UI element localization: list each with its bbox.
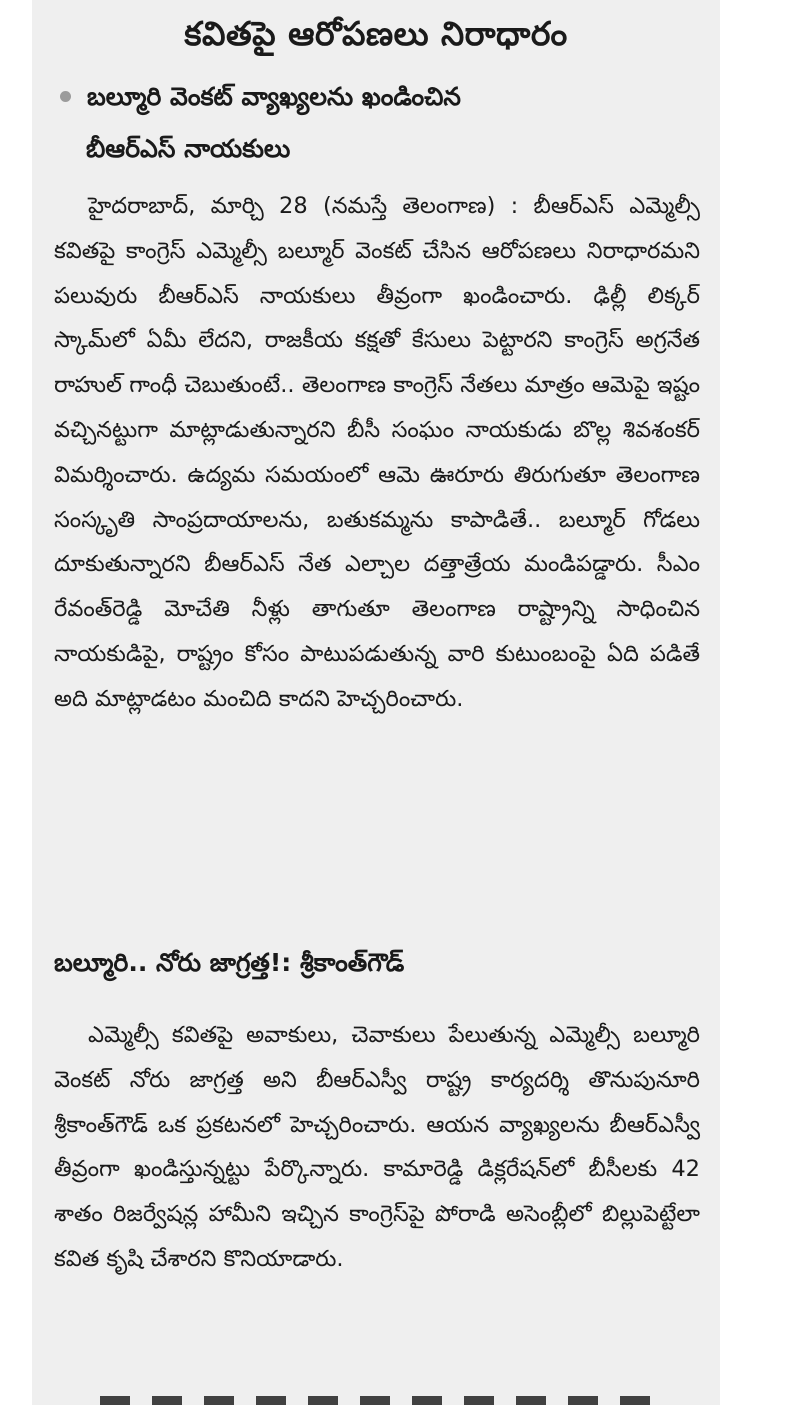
article-headline: కవితపై ఆరోపణలు నిరాధారం: [184, 14, 568, 53]
article-paragraph-2: ఎమ్మెల్సీ కవితపై అవాకులు, చెవాకులు పేలుతున్న ఎమ్మెల్సీ బల్మూరి వెంకట్ నోరు జాగ్రత్త అని బీఆర్ఎస్వీ రాష్ట్ర కార్యదర్శి తొనుపునూరి శ్రీకాంత్‌గౌడ్ ఒక ప్రకటనలో హెచ్చరించారు. ఆయన వ్యాఖ్యలను బీఆర్ఎస్వీ తీవ్రంగా ఖండిస్తున్నట్టు పేర్కొన్నారు. కామారెడ్డి డిక్లరేషన్‌లో బీసీలకు 42 శాతం రిజర్వేషన్ల హామీని ఇచ్చిన కాంగ్రెస్‌పై పోరాడి అసెంబ్లీలో బిల్లుపెట్టేలా కవిత కృషి చేశారని కొనియాడారు.: [54, 1022, 700, 1272]
section-heading: బల్మూరి.. నోరు జాగ్రత్త!: శ్రీకాంత్‌గౌడ్: [54, 948, 405, 977]
page-left-margin: [0, 0, 32, 1405]
subheadline-text-1: బల్మూరి వెంకట్ వ్యాఖ్యలను ఖండించిన: [87, 82, 461, 111]
bullet-icon: [60, 91, 71, 102]
article-subheadline: [56, 82, 461, 118]
article-paragraph-1: హైదరాబాద్, మార్చి 28 (నమస్తే తెలంగాణ) : బీఆర్ఎస్ ఎమ్మెల్సీ కవితపై కాంగ్రెస్ ఎమ్మెల్సీ బల్మూర్ వెంకట్ చేసిన ఆరోపణలు నిరాధారమని పలువురు బీఆర్ఎస్ నాయకులు తీవ్రంగా ఖండించారు. ఢిల్లీ లిక్కర్ స్కామ్‌లో ఏమీ లేదని, రాజకీయ కక్షతో కేసులు పెట్టారని కాంగ్రెస్ అగ్రనేత రాహుల్ గాంధీ చెబుతుంటే.. తెలంగాణ కాంగ్రెస్ నేతలు మాత్రం ఆమెపై ఇష్టం వచ్చినట్టుగా మాట్లాడుతున్నారని బీసీ సంఘం నాయకుడు బొల్ల శివశంకర్ విమర్శించారు. ఉద్యమ సమయంలో ఆమె ఊరూరు తిరుగుతూ తెలంగాణ సంస్కృతి సాంప్రదాయాలను, బతుకమ్మను కాపాడితే.. బల్మూర్ గోడలు దూకుతున్నారని బీఆర్ఎస్ నేత ఎల్చాల దత్తాత్రేయ మండిపడ్డారు. సీఎం రేవంత్‌రెడ్డి మోచేతి నీళ్లు తాగుతూ తెలంగాణ రాష్ట్రాన్ని సాధించిన నాయకుడిపై, రాష్ట్రం కోసం పాటుపడుతున్న వారి కుటుంబంపై ఏది పడితే అది మాట్లాడటం మంచిది కాదని హెచ్చరించారు.: [54, 193, 700, 712]
subheadline-text-2: బీఆర్ఎస్ నాయకులు: [86, 134, 291, 163]
cut-off-next-headline: [100, 1396, 660, 1405]
page-right-margin: [720, 0, 800, 1405]
